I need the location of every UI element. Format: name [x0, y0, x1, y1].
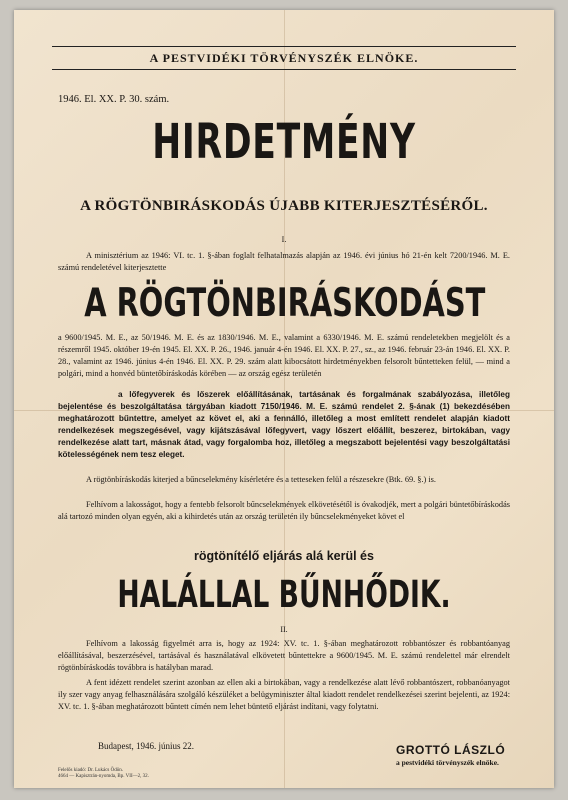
paragraph-firearms: a lőfegyverek és lőszerek előállításának, tartásának és forgalmának szabályozása, illetőleg bejelentése és beszolgáltatása tárgyában kiadott 7150/1946. M. E. számú rendelet 2. §-ának (1) bekezdésében meghatározott bűntettre, amelyet az követ el, aki a fennálló, illetőleg a most említett rendelet alapján kiadott rendelkezések megszegésével, vagy kijátszásával lőfegyvert, vagy lőszert előállít, beszerez, birtokában, vagy rendelkezése alatt tart, másnak átad, vagy forgalomba hoz, illetőleg a megszabott bejelentési vagy beszolgáltatási kötelességének nem tesz eleget.	[58, 390, 510, 459]
title: HIRDETMÉNY	[152, 114, 416, 170]
poster	[14, 10, 554, 788]
paragraph-ministry: A minisztérium az 1946: VI. tc. 1. §-ában foglalt felhatalmazás alapján az 1946. évi június hó 21-én kelt 7200/1946. M. E. számú rendeletével kiterjesztette	[58, 251, 510, 272]
heading-rogtonbiraskodast: A RÖGTÖNBIRÁSKODÁST	[84, 281, 486, 326]
signer-name: GROTTÓ LÁSZLÓ	[396, 743, 506, 757]
date-line: Budapest, 1946. június 22.	[98, 741, 194, 751]
paragraph-explosives: Felhívom a lakosság figyelmét arra is, hogy az 1924: XV. tc. 1. §-ában meghatározott robbantószer és robbantóanyag előállításával, beszerzésével, tartásával és használatával elkövetett bűntettekre a 9600/1945. M. E. számú rendelettel már elrendelt rögtönbíráskodás továbbra is hatályban marad.	[58, 639, 510, 672]
reference-number: 1946. El. XX. P. 30. szám.	[58, 94, 170, 105]
printer-line-2: 4664 — Kapisztrán-nyomda, Bp. VII—2, 32.	[58, 774, 149, 779]
signer-title: a pestvidéki törvényszék elnöke.	[396, 758, 499, 767]
printer-line-1: Felelős kiadó: Dr. Lukács Ödön.	[58, 768, 123, 773]
paragraph-exemption: A fent idézett rendelet szerint azonban az ellen aki a birtokában, vagy a rendelkezése alatt lévő robbantószert, robbanóanyagot ily szer vagy anyag felhasználására szolgáló készüléket a belügyminiszter által kiadott rendelet rendelkezései szerint bejelenti, az 1924: XV. tc. 1. §-ában meghatározott bűntett címén nem lehet büntető eljárást indítani, vagy folytatni.	[58, 678, 510, 711]
court-header: A PESTVIDÉKI TÖRVÉNYSZÉK ELNÖKE.	[52, 46, 516, 70]
section-two-label: II.	[280, 625, 288, 634]
paragraph-decrees: a 9600/1945. M. E., az 50/1946. M. E. és az 1830/1946. M. E., valamint a 6330/1946. M. E. számú rendeletekben megjelölt és a részemről 1945. október 19-én 1945. El. XX. P. 26., 1946. január 4-én 1946. El. XX. P. 27., sz., az 1946. február 23-án 1946. El. XX. P. 28., valamint az 1946. június 4-én 1946. El. XX. P. 29. szám alatt kibocsátott hirdetményekben felsorolt bűntetteken felül, — mind a polgári, mind a honvéd büntetőbíráskodás körében — az ország egész területén	[58, 333, 510, 378]
paragraph-warning: Felhívom a lakosságot, hogy a fentebb felsorolt bűncselekmények elkövetésétől is óvakodjék, mert a polgári büntetőbíráskodás alá tartozó minden olyan egyén, aki a kihirdetés után az ország területén ily bűncselekményeket követ el	[58, 500, 510, 521]
heading-death-penalty: HALÁLLAL BŰNHŐDIK.	[117, 573, 451, 616]
subtitle: A RÖGTÖNBIRÁSKODÁS ÚJABB KITERJESZTÉSÉRŐL.	[80, 198, 488, 214]
summary-proceedings-line: rögtönítélő eljárás alá kerül és	[194, 549, 374, 563]
paragraph-extension: A rögtönbíráskodás kiterjed a bűncselekmény kísérletére és a tetteseken felül a részesekre (Btk. 69. §.) is.	[86, 475, 436, 484]
section-one-label: I.	[281, 235, 287, 244]
